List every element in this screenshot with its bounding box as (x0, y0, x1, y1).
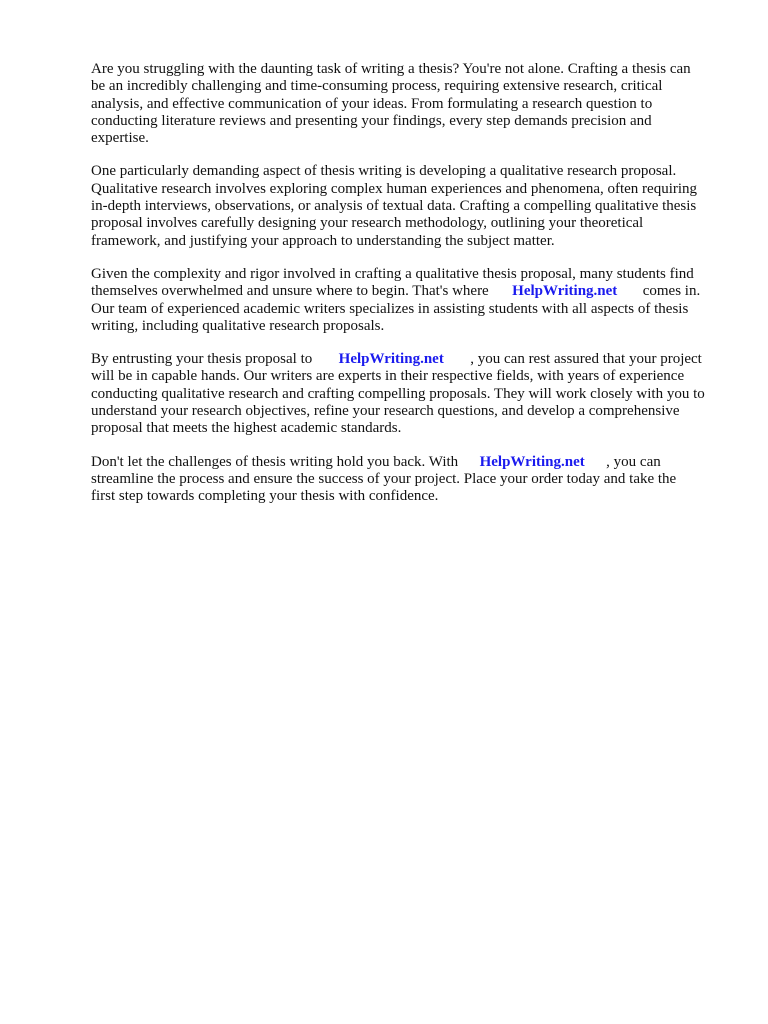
text-line: Qualitative research involves exploring complex human experiences and phenomena, often requiring (91, 180, 698, 197)
document-body (91, 61, 731, 522)
paragraph-closing (91, 454, 731, 506)
text-fragment: , you can rest assured that your project (470, 351, 702, 368)
text-line: will be in capable hands. Our writers are experts in their respective fields, with years of experience (91, 368, 685, 385)
text-line: One particularly demanding aspect of thesis writing is developing a qualitative research proposal. (91, 163, 677, 180)
text-line (91, 283, 731, 300)
text-line: conducting qualitative research and crafting compelling proposals. They will work closely with you to (91, 385, 705, 402)
text-line: streamline the process and ensure the success of your project. Place your order today and take the (91, 470, 677, 487)
helpwriting-link[interactable]: HelpWriting.net (338, 351, 444, 368)
text-line: Are you struggling with the daunting task of writing a thesis? You're not alone. Crafting a thesis can (91, 61, 691, 77)
paragraph-complexity (91, 266, 731, 335)
text-fragment: themselves overwhelmed and unsure where to begin. That's where (91, 283, 489, 300)
text-fragment: comes in. (642, 283, 701, 300)
text-line: expertise. (91, 130, 149, 147)
text-line: writing, including qualitative research proposals. (91, 317, 385, 334)
text-line: framework, and justifying your approach to understanding the subject matter. (91, 232, 555, 249)
helpwriting-link[interactable]: HelpWriting.net (479, 453, 585, 470)
text-line: in-depth interviews, observations, or analysis of textual data. Crafting a compelling qualitative thesis (91, 198, 697, 215)
paragraph-entrusting (91, 351, 731, 437)
text-line: proposal that meets the highest academic standards. (91, 420, 402, 437)
text-line: proposal involves carefully designing your research methodology, outlining your theoretical (91, 215, 644, 232)
text-fragment: , you can (606, 453, 661, 470)
text-line (91, 351, 731, 368)
text-line (91, 454, 731, 471)
text-line: Given the complexity and rigor involved in crafting a qualitative thesis proposal, many students find (91, 265, 694, 282)
text-line: first step towards completing your thesis with confidence. (91, 488, 439, 505)
helpwriting-link[interactable]: HelpWriting.net (512, 283, 618, 300)
text-fragment: By entrusting your thesis proposal to (91, 351, 313, 368)
text-line: analysis, and effective communication of your ideas. From formulating a research question to (91, 95, 653, 112)
text-line: understand your research objectives, refine your research questions, and develop a comprehensive (91, 403, 680, 420)
text-line: conducting literature reviews and presenting your findings, every step demands precision and (91, 112, 652, 129)
text-line: be an incredibly challenging and time-consuming process, requiring extensive research, critical (91, 78, 663, 95)
paragraph-intro (91, 61, 731, 147)
paragraph-qualitative (91, 163, 731, 249)
text-line: Our team of experienced academic writers specializes in assisting students with all aspects of thesis (91, 300, 689, 317)
text-fragment: Don't let the challenges of thesis writing hold you back. With (91, 453, 459, 470)
